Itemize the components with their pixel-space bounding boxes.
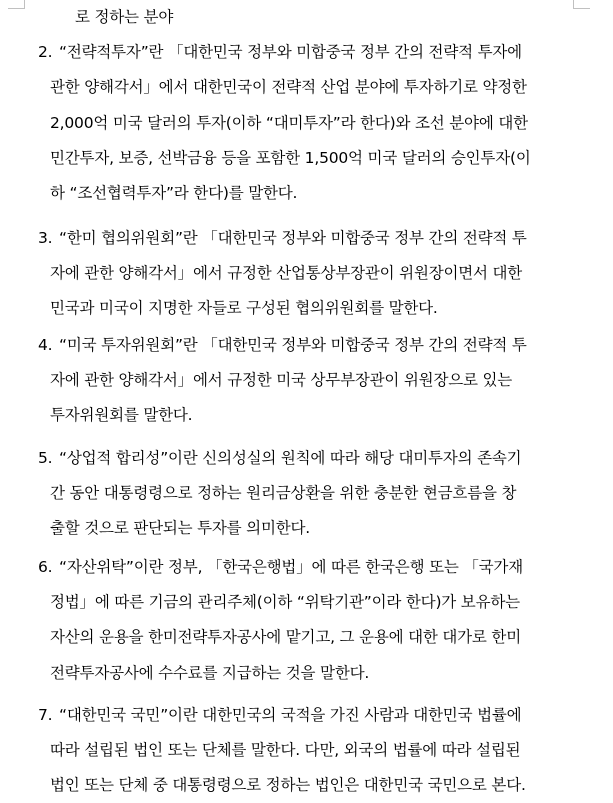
item-text-line: 하 “조선협력투자”라 한다)를 말한다. xyxy=(50,184,298,202)
item-text-line: 법인 또는 단체 중 대통령령으로 정하는 법인은 대한민국 국민으로 본다. xyxy=(50,776,526,794)
item-text-line: “미국 투자위원회”란 「대한민국 정부와 미합중국 정부 간의 전략적 투 xyxy=(59,336,527,354)
item-text-line: “전략적투자”란 「대한민국 정부와 미합중국 정부 간의 전략적 투자에 xyxy=(59,43,522,61)
carryover-line: 로 정하는 분야 xyxy=(75,8,174,26)
item-text-line: 민간투자, 보증, 선박금융 등을 포함한 1,500억 미국 달러의 승인투자(이 xyxy=(50,149,531,167)
item-text-line: 투자위원회를 말한다. xyxy=(50,406,193,424)
item-text-line: “한미 협의위원회”란 「대한민국 정부와 미합중국 정부 간의 전략적 투 xyxy=(59,229,527,247)
item-text-line: 출할 것으로 판단되는 투자를 의미한다. xyxy=(50,519,311,537)
item-number: 6. xyxy=(38,558,53,576)
item-text-line: “대한민국 국민”이란 대한민국의 국적을 가진 사람과 대한민국 법률에 xyxy=(59,706,522,724)
item-text-line: 전략투자공사에 수수료를 지급하는 것을 말한다. xyxy=(50,664,370,682)
item-text-line: 정법」에 따른 기금의 관리주체(이하 “위탁기관”이라 한다)가 보유하는 xyxy=(50,593,520,611)
item-text-line: “자산위탁”이란 정부, 「한국은행법」에 따른 한국은행 또는 「국가재 xyxy=(59,558,523,576)
crop-mark-top-left xyxy=(8,0,25,9)
item-number: 2. xyxy=(38,43,53,61)
item-text-line: 자산의 운용을 한미전략투자공사에 맡기고, 그 운용에 대한 대가로 한미 xyxy=(50,628,521,646)
item-text-line: 따라 설립된 법인 또는 단체를 말한다. 다만, 외국의 법률에 따라 설립된 xyxy=(50,741,521,759)
item-text-line: 자에 관한 양해각서」에서 규정한 산업통상부장관이 위원장이면서 대한 xyxy=(50,264,523,282)
item-text-line: 2,000억 미국 달러의 투자(이하 “대미투자”라 한다)와 조선 분야에 대한 xyxy=(50,114,528,132)
item-number: 4. xyxy=(38,336,53,354)
crop-mark-top-right xyxy=(573,0,590,9)
item-text-line: 자에 관한 양해각서」에서 규정한 미국 상무부장관이 위원장으로 있는 xyxy=(50,371,513,389)
item-text-line: 관한 양해각서」에서 대한민국이 전략적 산업 분야에 투자하기로 약정한 xyxy=(50,78,527,96)
item-text-line: 민국과 미국이 지명한 자들로 구성된 협의위원회를 말한다. xyxy=(50,299,438,317)
item-number: 7. xyxy=(38,706,53,724)
item-number: 5. xyxy=(38,449,53,467)
item-text-line: “상업적 합리성”이란 신의성실의 원칙에 따라 해당 대미투자의 존속기 xyxy=(59,449,522,467)
item-text-line: 간 동안 대통령령으로 정하는 원리금상환을 위한 충분한 현금흐름을 창 xyxy=(50,484,517,502)
item-number: 3. xyxy=(38,229,53,247)
